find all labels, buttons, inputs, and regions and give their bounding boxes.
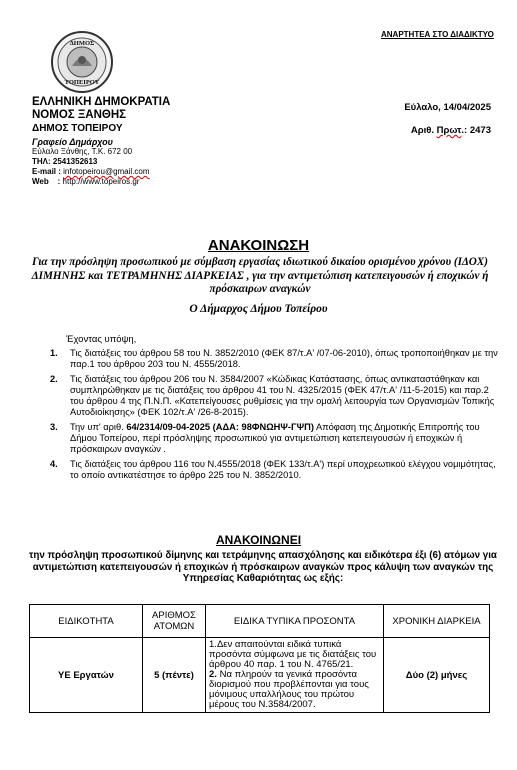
municipality-seal-icon bbox=[50, 30, 114, 94]
web-label: Web : bbox=[32, 177, 61, 186]
item-number: 2. bbox=[50, 374, 58, 384]
office-web-line bbox=[32, 177, 170, 187]
issuer-line: Ο Δήμαρχος Δήμου Τοπείρου bbox=[189, 303, 328, 315]
protocol-number: .: 2473 bbox=[461, 125, 491, 136]
header-specialty: ΕΙΔΙΚΟΤΗΤΑ bbox=[30, 605, 143, 638]
email-label: E-mail : bbox=[32, 167, 61, 176]
considerations-intro: Έχοντας υπόψη, bbox=[66, 334, 137, 345]
announce-heading: ΑΝΑΚΟΙΝΩΝΕΙ bbox=[215, 533, 302, 547]
place-date: Εύλαλο, 14/04/2025 bbox=[404, 102, 491, 113]
publication-note: ΑΝΑΡΤΗΤΕΑ ΣΤΟ ΔΙΑΔΙΚΤΥΟ bbox=[381, 30, 494, 39]
item-text: Τις διατάξεις του άρθρου 58 του Ν. 3852/2010 (ΦΕΚ 87/τ.Α' /07-06-2010), όπως τροποποιήθηκαν με την παρ.1 του άρθρου 203 του Ν. 4555/2018. bbox=[70, 348, 498, 369]
seal-top-text: ΔΗΜΟΣ bbox=[69, 40, 95, 47]
list-item bbox=[50, 459, 500, 481]
republic-name: ΕΛΛΗΝΙΚΗ ΔΗΜΟΚΡΑΤΙΑ bbox=[32, 96, 171, 108]
cell-specialty: ΥΕ Εργατών bbox=[30, 638, 143, 713]
cell-duration: Δύο (2) μήνες bbox=[384, 638, 490, 713]
document-title: ΑΝΑΚΟΙΝΩΣΗ bbox=[207, 237, 310, 254]
document-subtitle: Για την πρόσληψη προσωπικού με σύμβαση εργασίας ιδιωτικού δικαίου ορισμένου χρόνου (ΙΔΟΧ) ΔΙΜΗΝΗΣ και ΤΕΤΡΑΜΗΝΗΣ ΔΙΑΡΚΕΙΑΣ , για την αντιμετώπιση κατεπειγουσών ή εποχικών ή πρόσκαιρων αναγκών bbox=[31, 256, 489, 295]
header-qualifications: ΕΙΔΙΚΑ ΤΥΠΙΚΑ ΠΡΟΣΟΝΤΑ bbox=[206, 605, 384, 638]
item-number: 3. bbox=[50, 422, 58, 432]
positions-table bbox=[29, 604, 490, 713]
item-number: 4. bbox=[50, 459, 58, 469]
item-number: 1. bbox=[50, 348, 58, 358]
document-meta bbox=[404, 96, 491, 142]
office-email-line bbox=[32, 167, 170, 177]
protocol-number-line bbox=[404, 119, 491, 142]
web-link[interactable]: http://www.topeiros.gr bbox=[62, 177, 140, 186]
item-text-suffix: Απόφαση της Δημοτικής Επιτροπής του Δήμου Τοπείρου, περί πρόσληψης προσωπικού για αντιμετώπιση κατεπειγουσών ή εποχικών ή πρόσκαιρων αναγκών . bbox=[70, 422, 480, 454]
email-link[interactable]: infotopeirou@gmail.com bbox=[63, 167, 150, 176]
cell-count: 5 (πέντε) bbox=[143, 638, 206, 713]
list-item bbox=[50, 348, 500, 370]
office-name: Γραφείο Δημάρχου bbox=[32, 137, 113, 147]
cell-qualifications bbox=[206, 638, 384, 713]
qualification-2: 2. Να πληρούν τα γενικά προσόντα διορισμού που προβλέπονται για τους μόνιμους υπαλλήλους του πρώτου μέρους του Ν.3584/2007. bbox=[209, 669, 369, 710]
office-address: Εύλαλο Ξάνθης, Τ.Κ. 672 00 bbox=[32, 147, 133, 156]
letterhead bbox=[32, 96, 170, 187]
announce-body: την πρόσληψη προσωπικού δίμηνης και τετράμηνης απασχόλησης και ειδικότερα έξι (6) ατόμων για αντιμετώπιση κατεπειγουσών ή εποχικών ή πρόσκαιρων αναγκών προς κάλυψη των αναγκών της Υπηρεσίας Καθαριότητας ως εξής: bbox=[29, 550, 497, 584]
protocol-word: Πρωτ bbox=[436, 125, 462, 136]
header-count: ΑΡΙΘΜΟΣ ΑΤΟΜΩΝ bbox=[143, 605, 206, 638]
prefecture-name: ΝΟΜΟΣ ΞΑΝΘΗΣ bbox=[32, 109, 127, 121]
item-text: Τις διατάξεις του άρθρου 116 του Ν.4555/2018 (ΦΕΚ 133/τ.Α') περί υποχρεωτικού ελέγχου νομιμότητας, το οποίο αντικατέστησε το άρθρο 225 του Ν. 3852/2010. bbox=[70, 459, 496, 480]
list-item bbox=[50, 422, 500, 455]
item-text-prefix: Την υπ' αριθ. bbox=[70, 422, 127, 432]
protocol-label: Αριθ. bbox=[410, 125, 435, 136]
seal-bottom-text: ΤΟΠΕΙΡΟΥ bbox=[64, 79, 100, 86]
municipality-name: ΔΗΜΟΣ ΤΟΠΕΙΡΟΥ bbox=[32, 123, 123, 134]
table-header-row bbox=[30, 605, 490, 638]
list-item bbox=[50, 374, 500, 418]
qualification-1: 1.Δεν απαιτούνται ειδικά τυπικά προσόντα σύμφωνα με τις διατάξεις του άρθρου 40 παρ. 1 του Ν. 4765/21. bbox=[209, 639, 377, 670]
office-phone: ΤΗΛ: 2541352613 bbox=[32, 157, 98, 166]
item-text: Τις διατάξεις του άρθρου 206 του Ν. 3584/2007 «Κώδικας Κατάστασης, όπως αντικαταστάθηκαν και συμπληρώθηκαν με τις διατάξεις του άρθρου 41 του Ν. 4325/2015 (ΦΕΚ 47/τ.Α' /11-5-2015) και παρ.2 του άρθρου 4 της Π.Ν.Π. «Κατεπείγουσες ρυθμίσεις για την ομαλή λειτουργία των Οργανισμών Τοπικής Αυτοδιοίκησης» (ΦΕΚ 102/τ.Α' /26-8-2015). bbox=[70, 374, 495, 417]
decision-reference: 64/2314/09-04-2025 (ΑΔΑ: 98ΦΝΩΗΨ-ΓΨΠ) bbox=[126, 422, 314, 432]
considerations-list bbox=[50, 348, 500, 485]
header-duration: ΧΡΟΝΙΚΗ ΔΙΑΡΚΕΙΑ bbox=[384, 605, 490, 638]
table-row bbox=[30, 638, 490, 713]
